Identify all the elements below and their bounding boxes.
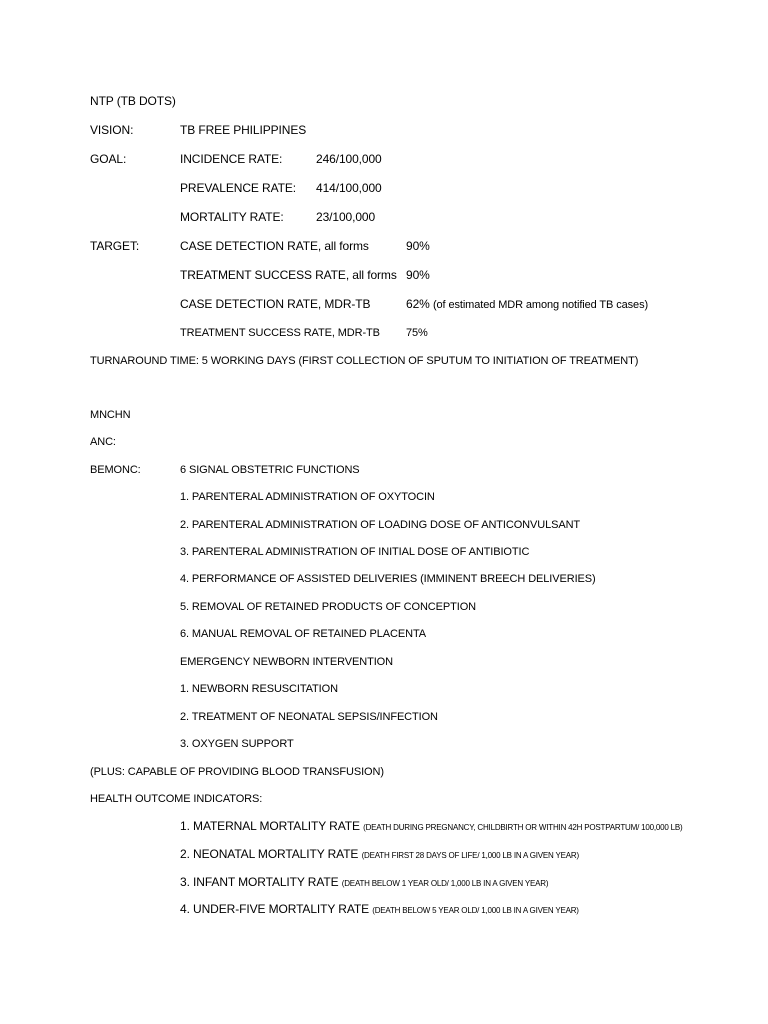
goal-item-value: 23/100,000	[316, 210, 376, 224]
anc-label: ANC:	[90, 436, 116, 448]
signal-function-item: 6. MANUAL REMOVAL OF RETAINED PLACENTA	[180, 628, 426, 640]
target-item-value: 75%	[406, 327, 428, 339]
indicator-name: 1. MATERNAL MORTALITY RATE	[180, 819, 360, 833]
indicator-item	[180, 902, 579, 918]
vision-value: TB FREE PHILIPPINES	[180, 123, 307, 137]
bemonc-label: BEMONC:	[90, 464, 141, 476]
goal-item-value: 414/100,000	[316, 181, 382, 195]
target-item-label: CASE DETECTION RATE, all forms	[180, 239, 369, 253]
turnaround-time: TURNAROUND TIME: 5 WORKING DAYS (FIRST COLLECTION OF SPUTUM TO INITIATION OF TREATMENT)	[90, 355, 639, 367]
goal-item-label: MORTALITY RATE:	[180, 210, 284, 224]
target-item-value: 90%	[406, 239, 430, 253]
signal-function-item: 5. REMOVAL OF RETAINED PRODUCTS OF CONCEPTION	[180, 601, 476, 613]
indicator-name: 3. INFANT MORTALITY RATE	[180, 875, 339, 889]
signal-function-item: 1. PARENTERAL ADMINISTRATION OF OXYTOCIN	[180, 491, 435, 503]
target-item-value	[406, 297, 648, 312]
newborn-item: 3. OXYGEN SUPPORT	[180, 738, 294, 750]
target-item-value-number: 62%	[406, 297, 430, 311]
indicator-item	[180, 847, 579, 863]
target-item-note: (of estimated MDR among notified TB cases)	[432, 299, 649, 311]
indicator-detail: (DEATH BELOW 1 YEAR OLD/ 1,000 LB IN A GIVEN YEAR)	[341, 879, 549, 888]
vision-label: VISION:	[90, 123, 134, 137]
newborn-item: 1. NEWBORN RESUSCITATION	[180, 683, 338, 695]
signal-function-item: 2. PARENTERAL ADMINISTRATION OF LOADING DOSE OF ANTICONVULSANT	[180, 519, 581, 531]
target-item-label: TREATMENT SUCCESS RATE, all forms	[180, 268, 397, 282]
signal-function-item: 4. PERFORMANCE OF ASSISTED DELIVERIES (IMMINENT BREECH DELIVERIES)	[180, 573, 596, 585]
goal-label: GOAL:	[90, 152, 127, 166]
indicator-item	[180, 819, 683, 835]
goal-item-value: 246/100,000	[316, 152, 382, 166]
target-item-label: CASE DETECTION RATE, MDR-TB	[180, 297, 371, 311]
signal-function-item: 3. PARENTERAL ADMINISTRATION OF INITIAL DOSE OF ANTIBIOTIC	[180, 546, 530, 558]
indicator-name: 4. UNDER-FIVE MORTALITY RATE	[180, 902, 370, 916]
newborn-heading: EMERGENCY NEWBORN INTERVENTION	[180, 656, 393, 668]
indicator-detail: (DEATH BELOW 5 YEAR OLD/ 1,000 LB IN A GIVEN YEAR)	[372, 906, 579, 915]
indicator-item	[180, 875, 548, 891]
bemonc-heading: 6 SIGNAL OBSTETRIC FUNCTIONS	[180, 464, 360, 476]
indicator-name: 2. NEONATAL MORTALITY RATE	[180, 847, 359, 861]
plus-note: (PLUS: CAPABLE OF PROVIDING BLOOD TRANSFUSION)	[90, 766, 384, 778]
target-item-label: TREATMENT SUCCESS RATE, MDR-TB	[180, 327, 380, 339]
newborn-item: 2. TREATMENT OF NEONATAL SEPSIS/INFECTION	[180, 711, 438, 723]
indicators-label: HEALTH OUTCOME INDICATORS:	[90, 793, 263, 805]
ntp-title: NTP (TB DOTS)	[90, 94, 176, 108]
mnchn-title: MNCHN	[90, 409, 131, 421]
goal-item-label: PREVALENCE RATE:	[180, 181, 296, 195]
target-item-value: 90%	[406, 268, 430, 282]
goal-item-label: INCIDENCE RATE:	[180, 152, 283, 166]
indicator-detail: (DEATH FIRST 28 DAYS OF LIFE/ 1,000 LB IN A GIVEN YEAR)	[361, 851, 579, 860]
target-label: TARGET:	[90, 239, 140, 253]
indicator-detail: (DEATH DURING PREGNANCY, CHILDBIRTH OR WITHIN 42H POSTPARTUM/ 100,000 LB)	[363, 823, 683, 832]
